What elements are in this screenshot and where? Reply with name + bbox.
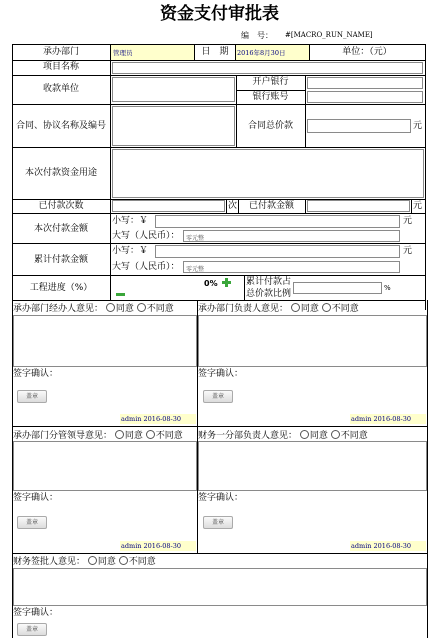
opinion-1-agree-radio[interactable] [106,304,134,314]
opinion-5-header [13,556,156,568]
opinion-2-stamp: admin 2016-08-30 [350,414,426,424]
opinion-3-disagree-radio[interactable] [146,431,183,441]
payee-input[interactable] [112,77,235,102]
opinion-4-stamp: admin 2016-08-30 [350,541,426,551]
paid-amount-input[interactable] [307,200,410,212]
opinion-1-stamp: admin 2016-08-30 [120,414,196,424]
this-amount-unit: 元 [403,216,413,226]
progress-decrease-icon[interactable] [116,293,125,296]
opinion-2-agree-label: 同意 [300,304,319,314]
opinion-2-agree-radio[interactable] [291,304,319,314]
opinion-3-stamp: admin 2016-08-30 [120,541,196,551]
contract-total-label: 合同总价款 [247,121,293,131]
unit-label: 单位：（元） [342,47,392,57]
opinion-4-agree-label: 同意 [309,431,328,441]
ratio-label-line2: 总价款比例 [246,289,292,299]
paid-amount-unit: 元 [413,201,423,211]
opinion-2-sign-label: 签字确认： [198,369,244,379]
payee-label: 收款单位 [42,84,79,94]
opinion-4-title: 财务一分部负责人意见： [198,431,298,441]
account-input[interactable] [307,91,423,103]
form-number-label: 编 号： [241,31,273,40]
progress-value: 0% [204,279,218,288]
page-title: 资金支付审批表 [160,4,279,24]
account-label: 银行账号 [252,92,289,102]
opinion-1-title: 承办部门经办人意见： [13,304,104,314]
opinion-3-disagree-label: 不同意 [155,431,183,441]
opinion-2-title: 承办部门负责人意见： [198,304,289,314]
opinion-2-textarea[interactable] [198,315,427,367]
opinion-3-stamp-button[interactable]: 盖章 [17,516,47,529]
opinion-5-textarea[interactable] [13,568,427,606]
cum-big-label: 大写（人民币）： [112,262,180,272]
project-name-input[interactable] [112,62,423,74]
opinion-1-sign-label: 签字确认： [13,369,59,379]
opinion-5-disagree-label: 不同意 [128,557,156,567]
opinion-5-agree-label: 同意 [97,557,116,567]
opinion-5-title: 财务签批人意见： [13,557,86,567]
contract-total-input[interactable] [307,119,411,133]
ratio-label-line1: 累计付款占 [246,277,292,287]
date-value-text: 2016年8月30日 [237,49,286,57]
opinion-1-textarea[interactable] [13,315,197,367]
dept-label: 承办部门 [42,47,79,57]
paid-amount-label: 已付款金额 [248,201,294,211]
opinion-3-title: 承办部门分管领导意见： [13,431,113,441]
paid-times-input[interactable] [112,200,225,212]
opinion-4-textarea[interactable] [198,441,427,491]
this-amount-label: 本次付款金额 [33,224,88,234]
form-number-value: #[MACRO_RUN_NAME] [285,31,373,39]
contract-label: 合同、协议名称及编号 [15,121,106,131]
cum-small-input[interactable] [155,245,400,258]
opinion-4-stamp-button[interactable]: 盖章 [203,516,233,529]
opinion-1-header [13,303,174,315]
cum-small-label: 小写：￥ [112,246,149,256]
opinion-3-textarea[interactable] [13,441,197,491]
bank-label: 开户银行 [252,77,289,87]
ratio-input[interactable] [293,282,382,294]
opinion-2-stamp-button[interactable]: 盖章 [203,390,233,403]
opinion-3-sign-label: 签字确认： [13,493,59,503]
opinion-4-disagree-radio[interactable] [331,431,368,441]
opinion-1-stamp-button[interactable]: 盖章 [17,390,47,403]
purpose-label: 本次付款资金用途 [24,168,97,178]
opinion-1-agree-label: 同意 [115,304,134,314]
this-big-input[interactable] [183,230,400,242]
cum-amount-unit: 元 [403,246,413,256]
this-small-input[interactable] [155,215,400,228]
opinion-2-header [198,303,359,315]
opinion-5-disagree-radio[interactable] [119,557,156,567]
this-small-label: 小写：￥ [112,216,149,226]
opinion-5-sign-label: 签字确认： [13,608,59,618]
cum-big-input[interactable] [183,261,400,273]
opinion-3-agree-radio[interactable] [115,431,143,441]
cum-big-placeholder: 零元整 [186,266,205,273]
dept-value-text: 管理员 [113,49,133,57]
opinion-4-sign-label: 签字确认： [198,493,244,503]
contract-total-unit: 元 [413,121,423,131]
date-value [236,45,309,60]
progress-increase-icon[interactable] [222,278,231,287]
paid-times-unit: 次 [227,201,237,211]
opinion-3-agree-label: 同意 [124,431,143,441]
opinion-2-disagree-radio[interactable] [322,304,359,314]
this-big-placeholder: 零元整 [186,235,205,242]
ratio-unit: % [384,284,391,292]
opinion-5-agree-radio[interactable] [88,557,116,567]
opinion-2-disagree-label: 不同意 [331,304,359,314]
cum-amount-label: 累计付款金额 [33,255,88,265]
opinion-1-disagree-label: 不同意 [146,304,174,314]
contract-input[interactable] [112,106,235,146]
project-name-label: 项目名称 [42,62,79,72]
opinion-1-disagree-radio[interactable] [137,304,174,314]
this-big-label: 大写（人民币）： [112,231,180,241]
paid-times-label: 已付款次数 [38,201,84,211]
dept-value [111,45,194,60]
progress-label: 工程进度（%） [29,283,93,293]
date-label: 日 期 [201,47,229,57]
purpose-input[interactable] [112,149,424,198]
opinion-5-stamp-button[interactable]: 盖章 [17,623,47,636]
opinion-4-disagree-label: 不同意 [340,431,368,441]
opinion-4-agree-radio[interactable] [300,431,328,441]
bank-input[interactable] [307,77,423,89]
